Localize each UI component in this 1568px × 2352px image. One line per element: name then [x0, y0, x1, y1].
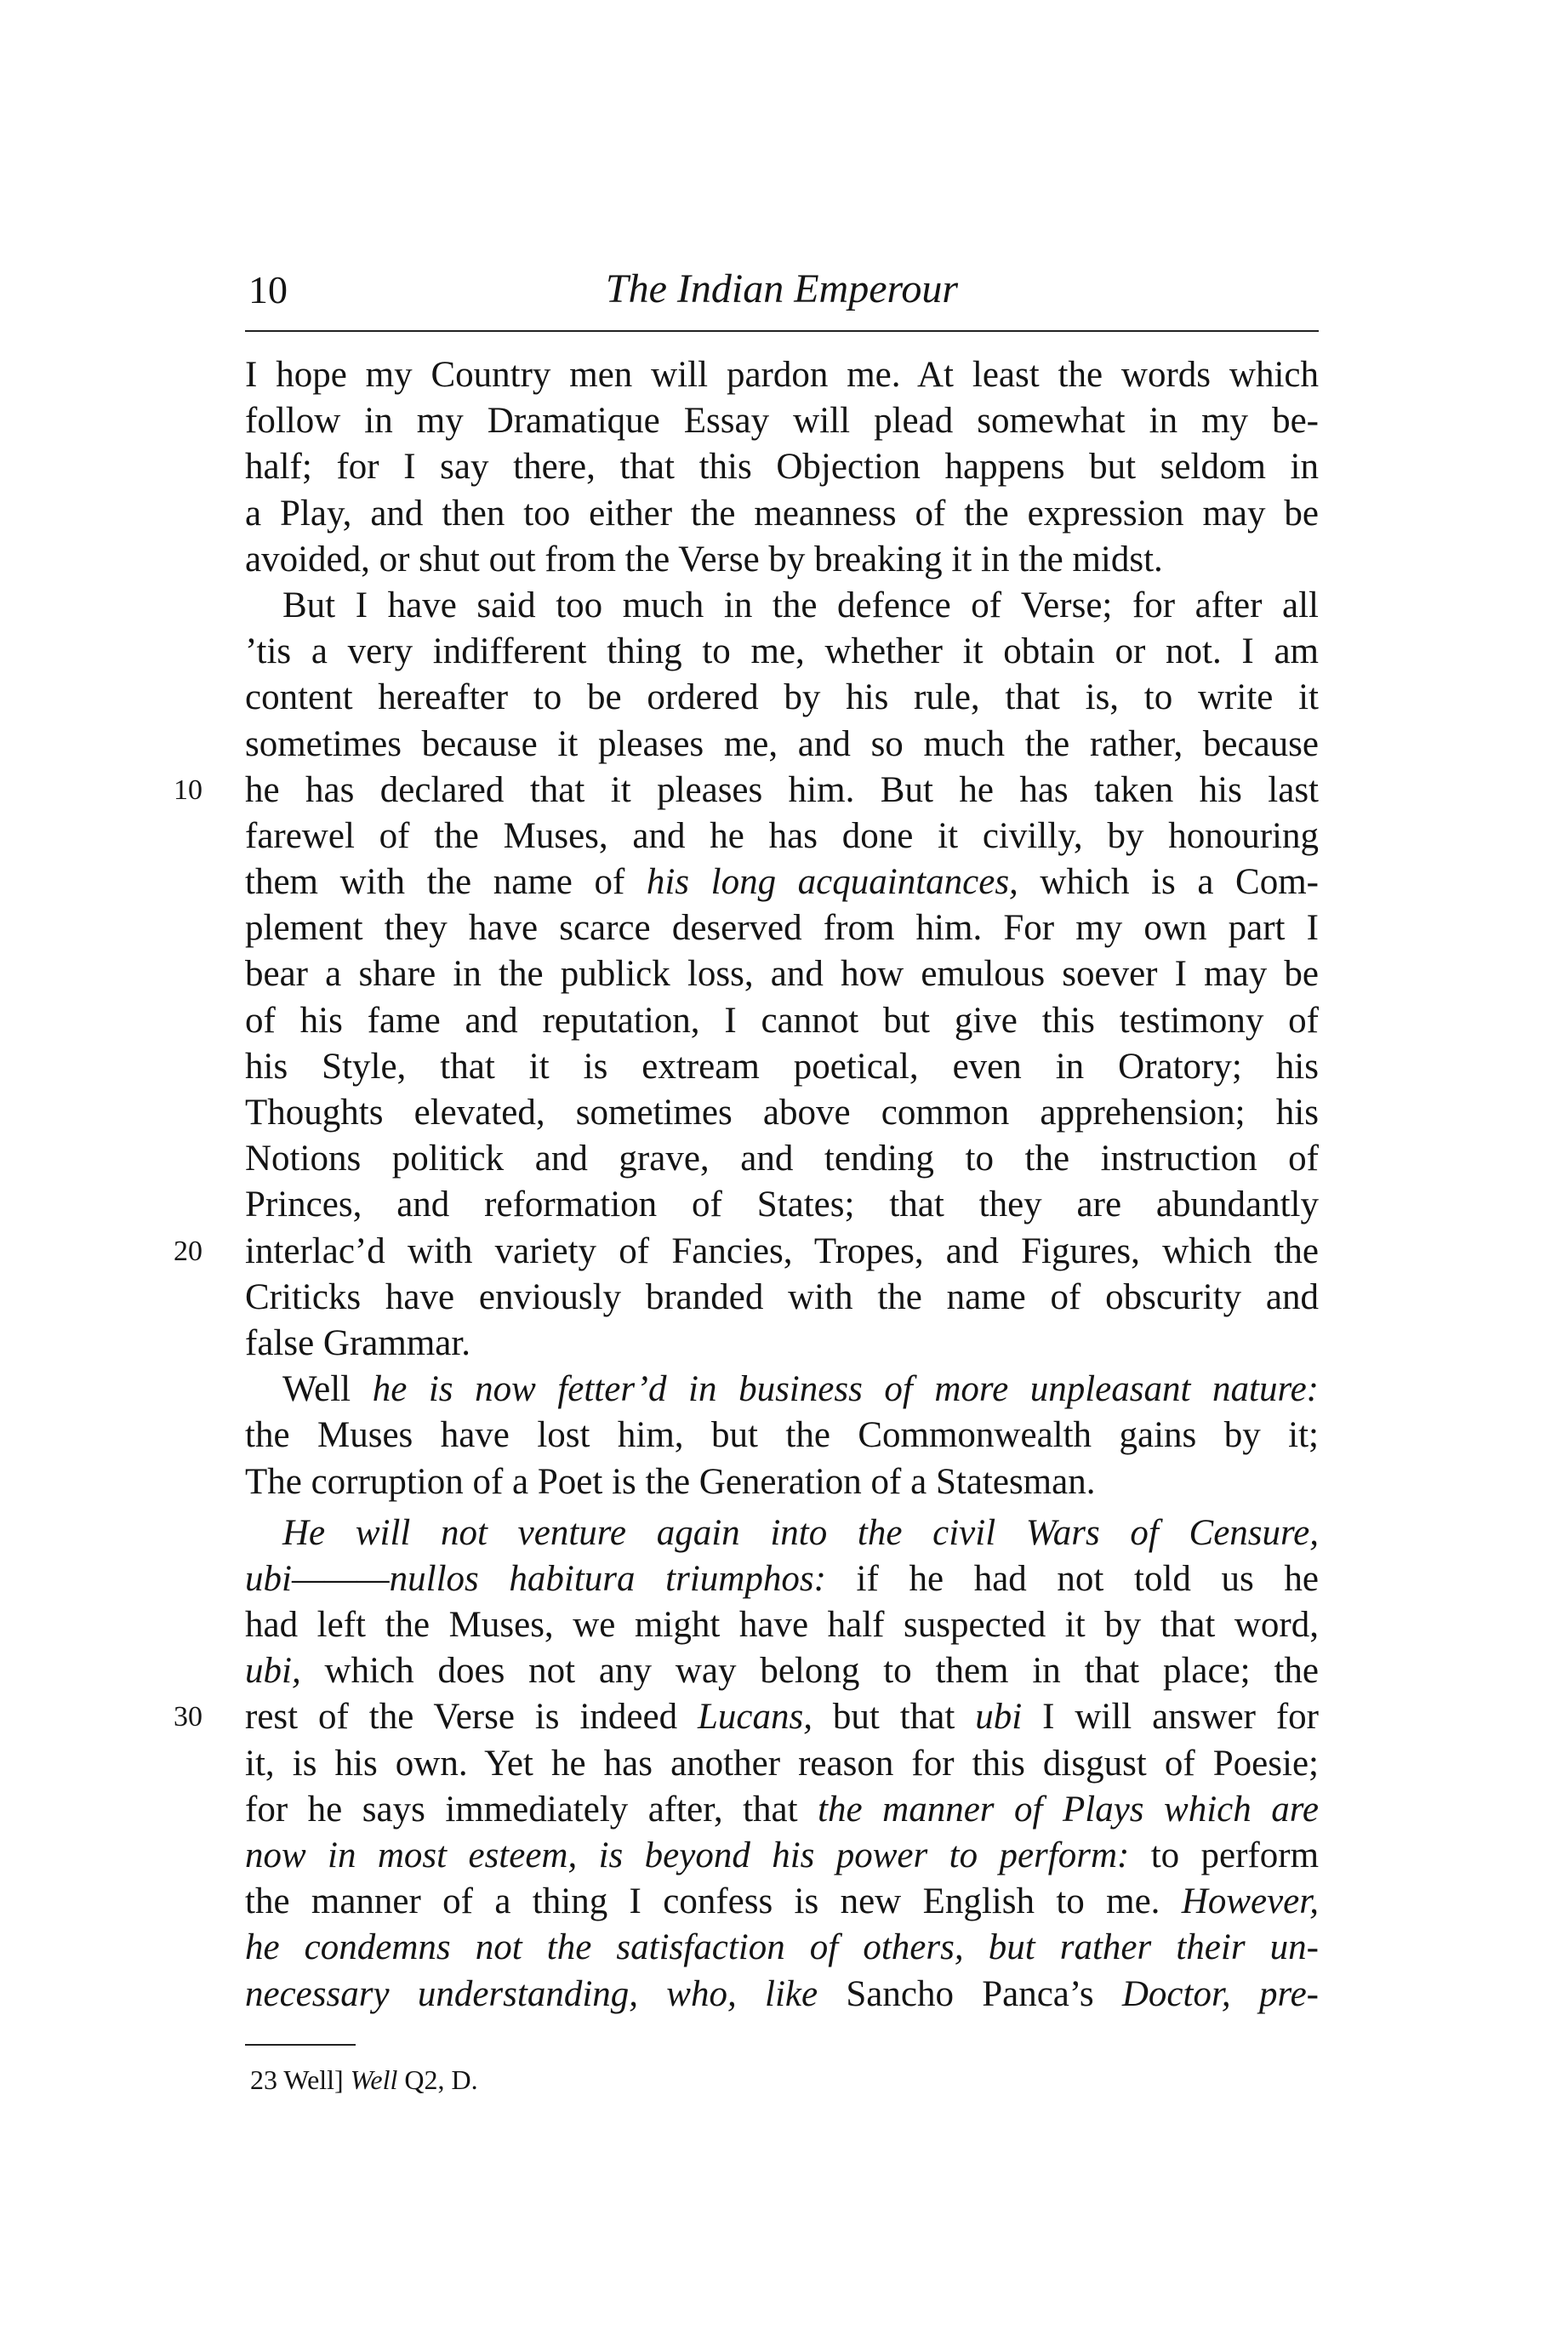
text-line: [245, 1741, 1319, 1787]
text-line: [245, 1602, 1319, 1648]
header-rule: [245, 330, 1319, 332]
text-line: [245, 998, 1319, 1044]
text-run: Princes, and reformation of States; that they are abundantly: [245, 1185, 1319, 1225]
text-run: which is a Com-: [1018, 862, 1319, 903]
line-text: [245, 859, 1319, 905]
text-run: Notions politick and grave, and tending to the instruction of: [245, 1139, 1319, 1179]
text-line: [245, 722, 1319, 768]
text-line: [245, 1413, 1319, 1459]
text-line: [245, 444, 1319, 490]
text-run: half; for I say there, that this Objection happens but seldom in: [245, 447, 1319, 488]
line-text: [245, 537, 1319, 583]
footnote: [250, 2064, 478, 2096]
line-text: [245, 491, 1319, 537]
body-text: [174, 352, 1320, 2018]
italic-text-run: the manner of Plays which are: [818, 1789, 1319, 1830]
italic-text-run: ubi: [975, 1697, 1023, 1738]
line-text: [245, 1741, 1319, 1787]
italic-text-run: now in most esteem, is beyond his power to perform:: [245, 1835, 1130, 1875]
text-line: [245, 905, 1319, 951]
text-run: 23 Well]: [250, 2064, 351, 2095]
text-line: [245, 1275, 1319, 1321]
page-number: 10: [248, 268, 288, 311]
italic-text-run: his long acquaintances,: [646, 862, 1018, 903]
italic-text-run: Doctor, pre-: [1121, 1973, 1319, 2014]
text-line: [245, 1090, 1319, 1136]
italic-text-run: he condemns not the satisfaction of others, but rather their un-: [245, 1927, 1319, 1968]
text-line: [245, 1972, 1319, 2018]
text-run: Well: [282, 1369, 373, 1410]
line-text: [245, 1321, 1319, 1367]
text-run: Q2, D.: [397, 2064, 478, 2095]
italic-text-run: ubi———nullos habitura triumphos:: [245, 1558, 826, 1599]
text-line: [245, 859, 1319, 905]
text-run: But I have said too much in the defence of Verse; for after all: [282, 585, 1319, 625]
line-number: 30: [174, 1701, 202, 1733]
text-line: [245, 398, 1319, 444]
running-title: The Indian Emperour: [605, 266, 959, 311]
text-line: [245, 1510, 1319, 1556]
text-run: the Muses have lost him, but the Commonwealth gains by it;: [245, 1415, 1319, 1456]
line-text: [245, 1044, 1319, 1090]
italic-text-run: However,: [1181, 1881, 1319, 1922]
text-run: farewel of the Muses, and he has done it civilly, by honouring: [245, 815, 1319, 856]
line-text: [245, 1413, 1319, 1459]
text-run: them with the name of: [245, 862, 647, 903]
line-text: [245, 951, 1319, 997]
text-run: the manner of a thing I confess is new English to me.: [245, 1881, 1182, 1922]
italic-text-run: Lucans,: [698, 1697, 813, 1738]
text-run: sometimes because it pleases me, and so much the rather, because: [245, 723, 1319, 764]
line-text: [245, 1648, 1319, 1694]
text-run: I will answer for: [1022, 1697, 1319, 1738]
text-run: for he says immediately after, that: [245, 1789, 818, 1830]
text-line: [245, 1136, 1319, 1182]
italic-text-run: Well: [350, 2064, 398, 2095]
line-text: [245, 1182, 1319, 1228]
line-number: 10: [174, 774, 202, 806]
line-text: [245, 722, 1319, 768]
line-text: [245, 768, 1319, 813]
italic-text-run: necessary understanding, who, like: [245, 1973, 818, 2014]
text-run: avoided, or shut out from the Verse by breaking it in the midst.: [245, 539, 1163, 579]
text-line: [245, 1648, 1319, 1694]
footnote-rule: [245, 2044, 356, 2046]
line-text: [245, 1090, 1319, 1136]
line-text: [245, 1510, 1319, 1556]
line-text: [245, 1556, 1319, 1602]
text-run: interlac’d with variety of Fancies, Tropes, and Figures, which the: [245, 1230, 1319, 1271]
line-text: [245, 905, 1319, 951]
line-text: [245, 398, 1319, 444]
line-text: [245, 444, 1319, 490]
text-run: bear a share in the publick loss, and how emulous soever I may be: [245, 954, 1319, 995]
text-line: [245, 629, 1319, 675]
text-line: [245, 1182, 1319, 1228]
text-line: [245, 951, 1319, 997]
text-line: [245, 813, 1319, 859]
line-text: [245, 1925, 1319, 1971]
text-run: I hope my Country men will pardon me. At least the words which: [245, 355, 1319, 395]
text-line: [245, 352, 1319, 398]
running-header: [245, 255, 1319, 323]
line-text: [245, 629, 1319, 675]
line-text: [245, 1972, 1319, 2018]
line-text: [245, 998, 1319, 1044]
text-run: Thoughts elevated, sometimes above common apprehension; his: [245, 1093, 1319, 1133]
text-line: [245, 1787, 1319, 1833]
text-line: [245, 1321, 1319, 1367]
line-number: 20: [174, 1235, 202, 1267]
text-run: his Style, that it is extream poetical, even in Oratory; his: [245, 1046, 1319, 1087]
line-text: [245, 1694, 1319, 1740]
text-run: ’tis a very indifferent thing to me, whether it obtain or not. I am: [245, 631, 1319, 672]
line-text: [245, 813, 1319, 859]
line-text: [245, 1136, 1319, 1182]
text-line: [245, 537, 1319, 583]
text-run: follow in my Dramatique Essay will plead somewhat in my be-: [245, 401, 1319, 442]
text-run: of his fame and reputation, I cannot but give this testimony of: [245, 1000, 1319, 1041]
text-run: Criticks have enviously branded with the name of obscurity and: [245, 1276, 1319, 1317]
text-line: [245, 1879, 1319, 1925]
text-run: content hereafter to be ordered by his rule, that is, to write it: [245, 677, 1319, 718]
text-run: it, is his own. Yet he has another reason for this disgust of Poesie;: [245, 1743, 1319, 1784]
italic-text-run: He will not venture again into the civil Wars of Censure,: [282, 1512, 1319, 1553]
text-run: false Grammar.: [245, 1322, 471, 1363]
line-text: [245, 1275, 1319, 1321]
line-text: [245, 1229, 1319, 1275]
text-line: [245, 491, 1319, 537]
line-text: [245, 1833, 1319, 1879]
text-line: [174, 768, 1319, 813]
text-run: he has declared that it pleases him. But he has taken his last: [245, 769, 1319, 810]
line-text: [245, 1367, 1319, 1413]
italic-text-run: ubi,: [245, 1651, 301, 1692]
line-text: [245, 675, 1319, 721]
line-text: [245, 1459, 1319, 1505]
text-run: but that: [813, 1697, 976, 1738]
line-text: [245, 352, 1319, 398]
text-line: [245, 1044, 1319, 1090]
line-text: [245, 583, 1319, 629]
text-line: [245, 583, 1319, 629]
text-run: rest of the Verse is indeed: [245, 1697, 698, 1738]
text-line: [245, 1556, 1319, 1602]
text-run: Sancho Panca’s: [818, 1973, 1122, 2014]
text-line: [174, 1694, 1319, 1740]
line-text: [245, 1602, 1319, 1648]
text-run: which does not any way belong to them in that place; the: [300, 1651, 1319, 1692]
text-line: [245, 675, 1319, 721]
text-line: [245, 1459, 1319, 1505]
text-run: a Play, and then too either the meanness of the expression may be: [245, 493, 1319, 534]
text-line: [245, 1925, 1319, 1971]
line-text: [245, 1879, 1319, 1925]
text-line: [245, 1833, 1319, 1879]
text-run: had left the Muses, we might have half suspected it by that word,: [245, 1605, 1319, 1646]
text-run: The corruption of a Poet is the Generation of a Statesman.: [245, 1461, 1096, 1502]
italic-text-run: he is now fetter’d in business of more unpleasant nature:: [372, 1369, 1319, 1410]
text-run: if he had not told us he: [825, 1558, 1319, 1599]
text-run: to perform: [1129, 1835, 1320, 1875]
line-text: [245, 1787, 1319, 1833]
text-run: plement they have scarce deserved from him. For my own part I: [245, 908, 1319, 949]
text-line: [245, 1367, 1319, 1413]
text-line: [174, 1229, 1319, 1275]
